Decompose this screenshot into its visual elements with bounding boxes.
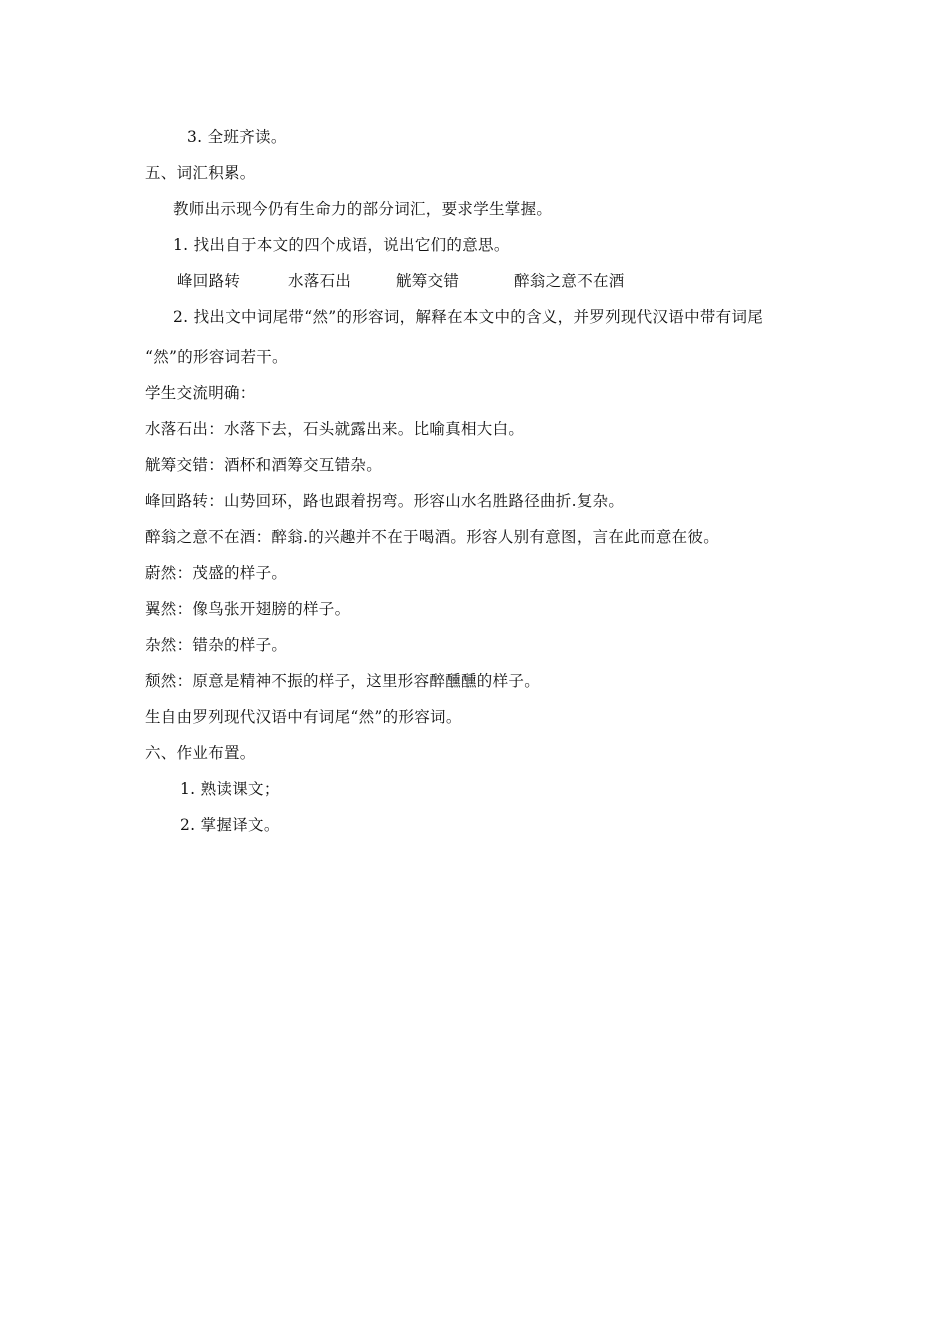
answer-line: 杂然：错杂的样子。 [145,636,288,654]
answer-line: 蔚然：茂盛的样子。 [145,564,288,582]
task-ran-adjectives-line2: “然”的形容词若干。 [145,348,288,366]
idiom-item: 水落石出 [288,272,352,290]
section-heading-homework: 六、作业布置。 [145,744,256,762]
answer-line: 翼然：像鸟张开翅膀的样子。 [145,600,351,618]
list-item-whole-class-reading: 3. 全班齐读。 [187,128,287,146]
homework-item: 1. 熟读课文； [180,780,280,798]
answer-line: 生自由罗列现代汉语中有词尾“然”的形容词。 [145,708,462,726]
answer-line: 觥筹交错：酒杯和酒筹交互错杂。 [145,456,383,474]
homework-item: 2. 掌握译文。 [180,816,280,834]
task-find-idioms: 1. 找出自于本文的四个成语，说出它们的意思。 [173,236,510,254]
paragraph-teacher-intro: 教师出示现今仍有生命力的部分词汇，要求学生掌握。 [173,200,553,218]
idiom-item: 峰回路转 [177,272,241,290]
idiom-item: 觥筹交错 [396,272,460,290]
answer-line: 水落石出：水落下去，石头就露出来。比喻真相大白。 [145,420,525,438]
task-ran-adjectives-line1: 2. 找出文中词尾带“然”的形容词，解释在本文中的含义，并罗列现代汉语中带有词尾 [173,308,764,326]
answer-line: 颓然：原意是精神不振的样子，这里形容醉醺醺的样子。 [145,672,541,690]
answer-line: 醉翁之意不在酒：醉翁.的兴趣并不在于喝酒。形容人别有意图，言在此而意在彼。 [145,528,720,546]
section-heading-vocabulary: 五、词汇积累。 [145,164,256,182]
student-discussion-label: 学生交流明确： [145,384,256,402]
answer-line: 峰回路转：山势回环，路也跟着拐弯。形容山水名胜路径曲折.复杂。 [145,492,625,510]
idiom-list [0,271,950,291]
idiom-item: 醉翁之意不在酒 [514,272,625,290]
